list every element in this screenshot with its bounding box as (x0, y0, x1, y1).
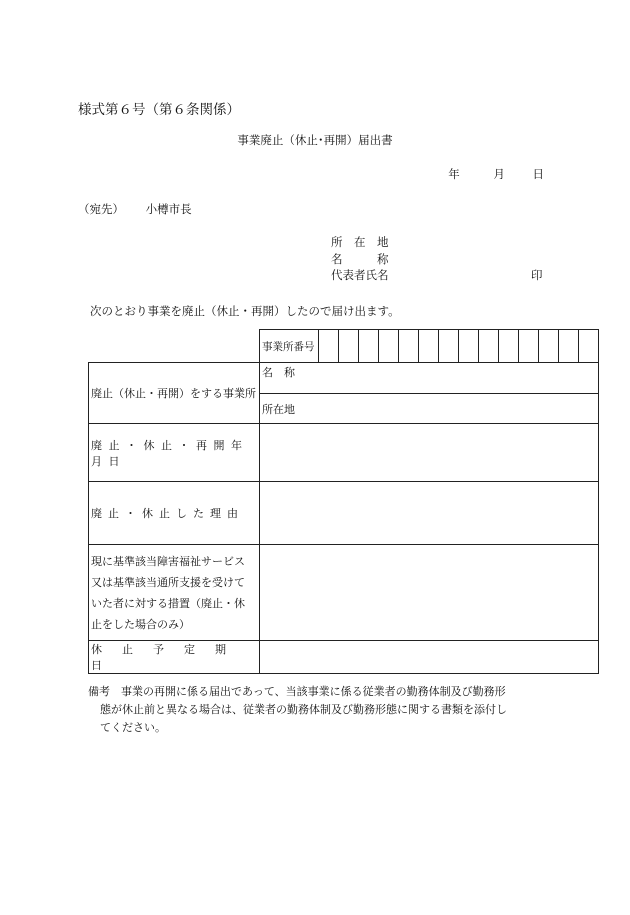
seal-mark: 印 (531, 268, 543, 282)
office-number-digit[interactable] (499, 330, 519, 363)
month-label: 月 (493, 167, 505, 181)
office-number-digit[interactable] (379, 330, 399, 363)
office-number-digit[interactable] (559, 330, 579, 363)
suspension-row (89, 641, 599, 674)
remarks-note (88, 683, 546, 737)
office-number-digit[interactable] (419, 330, 439, 363)
office-number-digit[interactable] (359, 330, 379, 363)
applicant-name-label: 名 称 (331, 252, 389, 266)
addressee-name: 小樽市長 (145, 202, 192, 216)
day-label: 日 (532, 167, 544, 181)
office-number-digit[interactable] (319, 330, 339, 363)
office-number-digit[interactable] (459, 330, 479, 363)
suspension-date-label (89, 641, 260, 674)
remarks-line: てください。 (100, 721, 166, 734)
representative-label: 代表者氏名 (331, 268, 389, 282)
document-title: 事業廃止（休止･再開）届出書 (237, 133, 393, 147)
measures-label-line: 止をした場合のみ） (91, 617, 190, 631)
measures-label-line: 現に基準該当障害福祉サービス (91, 554, 245, 568)
remarks-line: 態が休止前と異なる場合は、従業者の勤務体制及び勤務形態に関する書類を添付し (100, 703, 507, 716)
office-number-label: 事業所番号 (260, 330, 319, 363)
office-label: 廃止（休止・再開）をする事業所 (89, 363, 260, 424)
measures-field[interactable] (260, 545, 599, 641)
closure-reason-field[interactable] (260, 482, 599, 545)
form-number: 様式第６号（第６条関係） (78, 102, 240, 118)
office-address-label: 所在地 (262, 402, 295, 416)
addressee (78, 201, 192, 217)
year-label: 年 (448, 167, 460, 181)
closure-reason-label: 廃止・休止した理由 (89, 482, 260, 545)
office-number-digit[interactable] (399, 330, 419, 363)
remarks-line: 備考 事業の再開に係る届出であって、当該事業に係る従業者の勤務体制及び勤務形 (88, 685, 506, 698)
measures-label-line: いた者に対する措置（廃止・休 (91, 596, 245, 610)
suspension-date-field[interactable] (260, 641, 599, 674)
office-number-digit[interactable] (339, 330, 359, 363)
office-address-field[interactable] (260, 394, 599, 424)
office-name-row (89, 363, 599, 394)
office-number-digit[interactable] (479, 330, 499, 363)
form-table (88, 329, 599, 674)
measures-row (89, 545, 599, 641)
date-line (426, 166, 544, 182)
office-name-label: 名 称 (262, 366, 295, 379)
applicant-address-label: 所 在 地 (331, 235, 389, 249)
office-number-digit[interactable] (579, 330, 599, 363)
closure-date-label: 廃止・休止・再開年月日 (89, 424, 260, 482)
reason-row (89, 482, 599, 545)
office-number-digit[interactable] (539, 330, 559, 363)
addressee-prefix: （宛先） (78, 202, 124, 216)
suspension-date-label-text: 休止予定期日 (91, 643, 246, 672)
office-name-field[interactable] (260, 363, 599, 394)
measures-label-line: 又は基準該当通所支援を受けて (91, 575, 245, 589)
office-number-digit[interactable] (439, 330, 459, 363)
date-row (89, 424, 599, 482)
office-number-row (89, 330, 599, 363)
intro-text: 次のとおり事業を廃止（休止・再開）したので届け出ます。 (90, 304, 400, 318)
measures-label (89, 545, 260, 641)
office-number-digit[interactable] (519, 330, 539, 363)
closure-date-field[interactable] (260, 424, 599, 482)
